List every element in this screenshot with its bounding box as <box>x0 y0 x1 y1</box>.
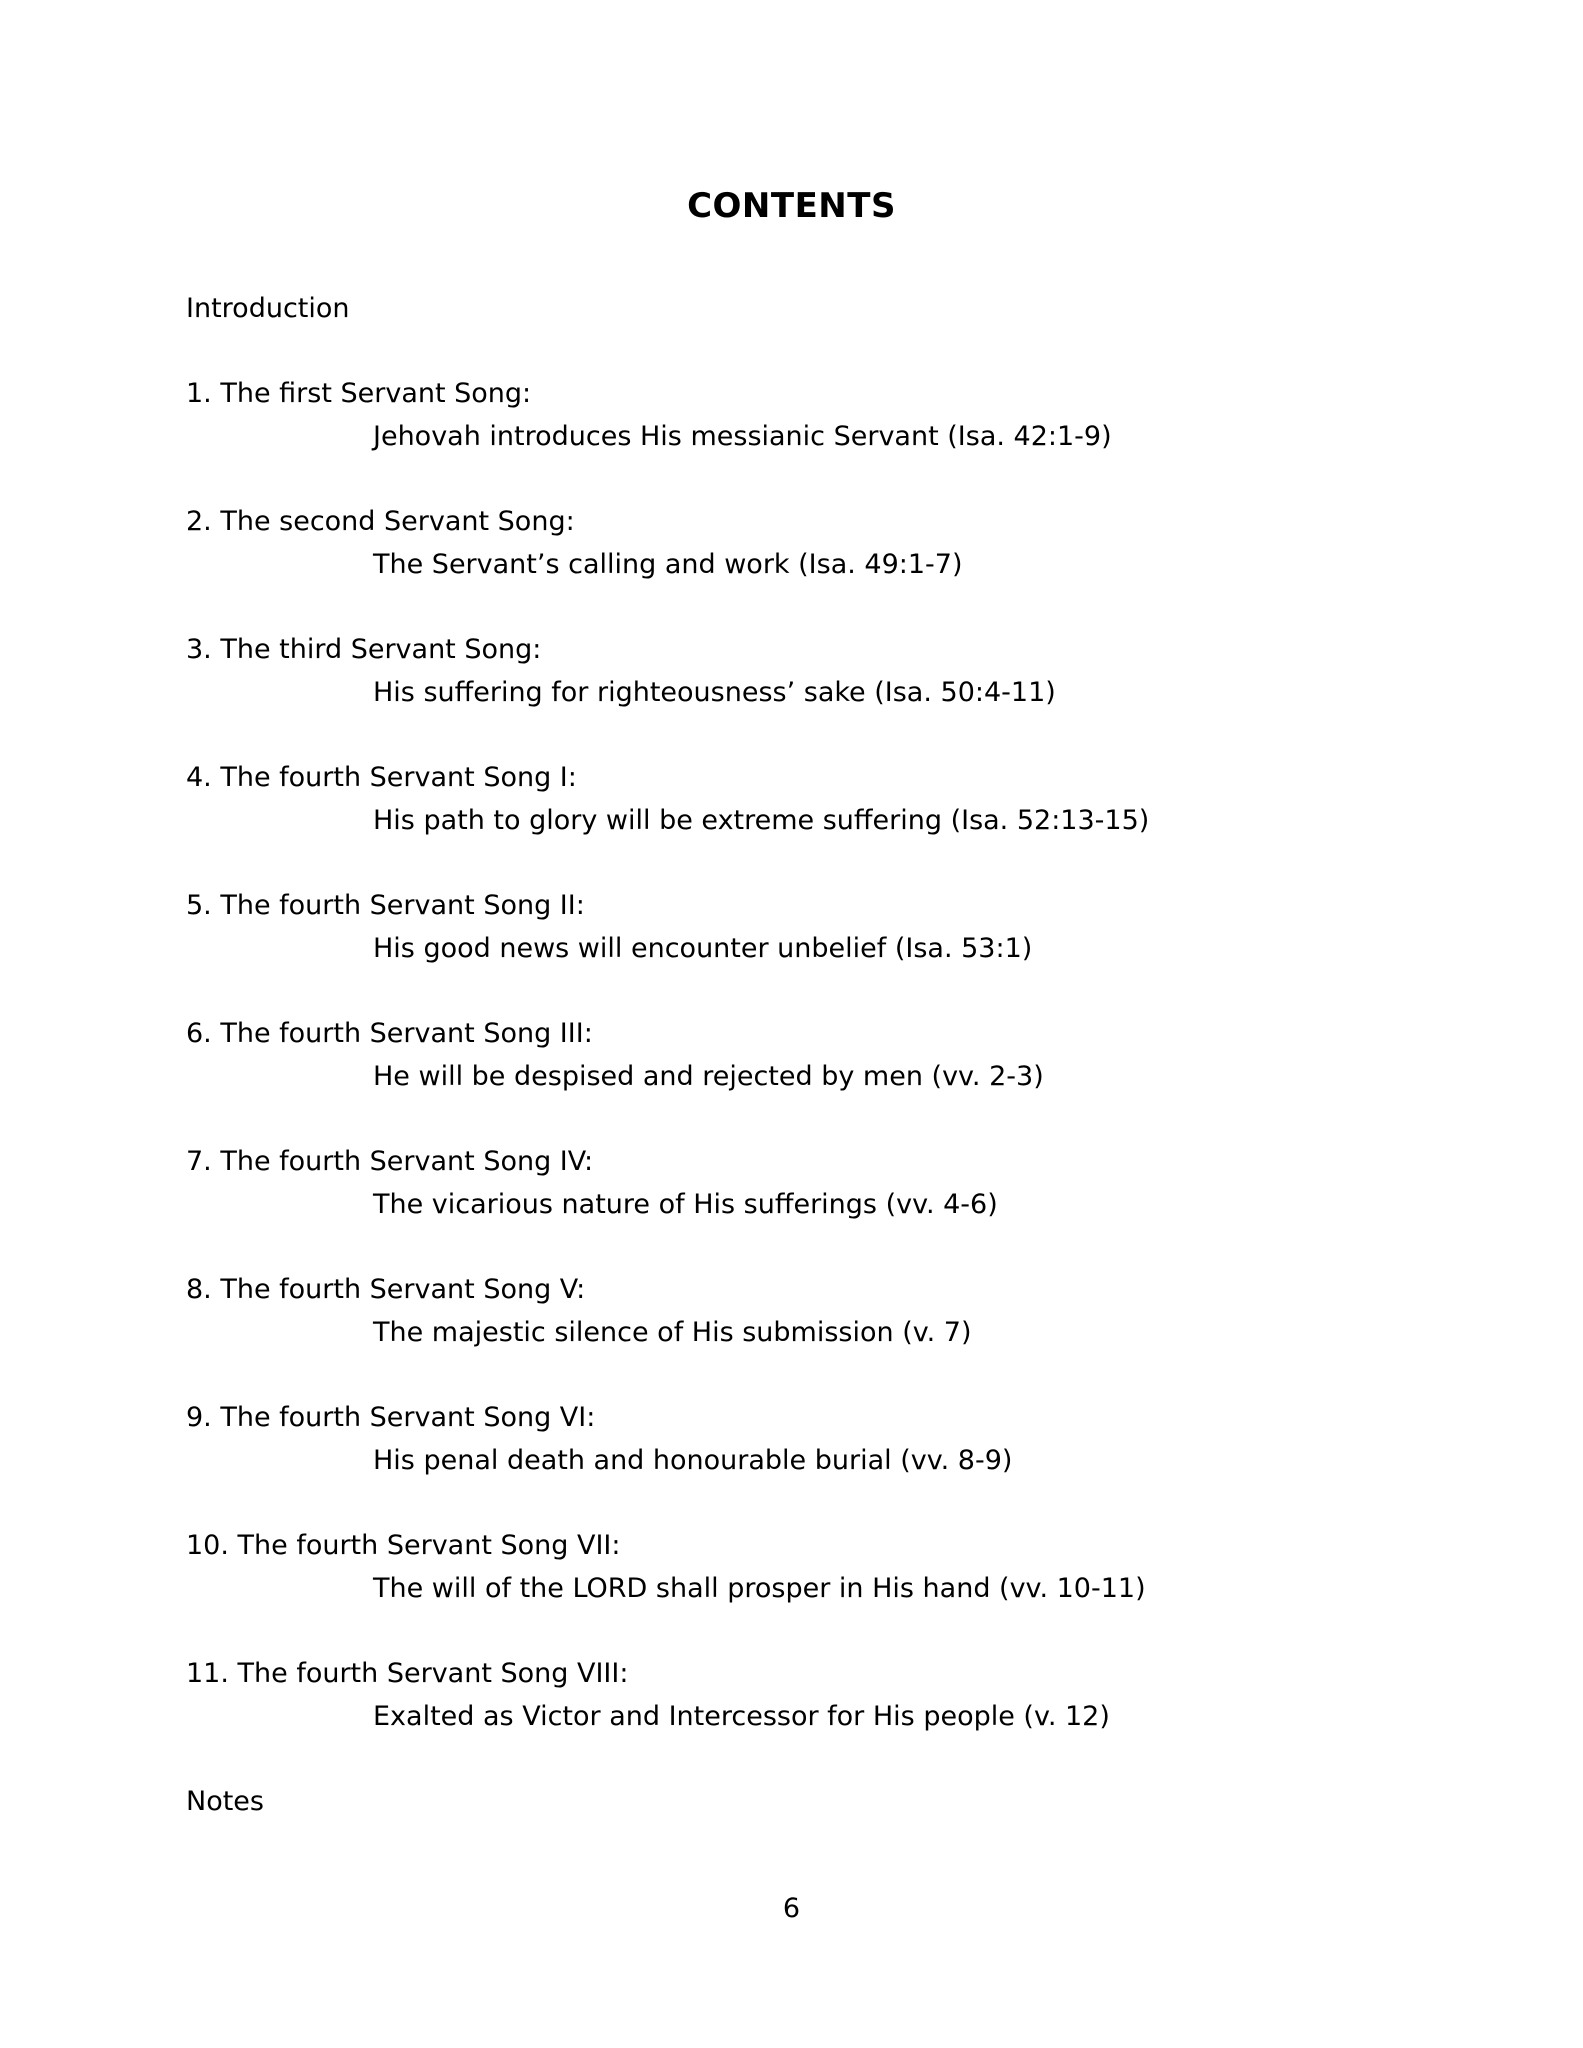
page-title: CONTENTS <box>687 186 896 226</box>
toc-notes: Notes <box>186 1786 264 1817</box>
toc-entry-11-heading: 11. The fourth Servant Song VIII: <box>186 1658 629 1689</box>
toc-introduction: Introduction <box>186 293 350 324</box>
toc-entry-1-heading: 1. The first Servant Song: <box>186 378 532 409</box>
toc-entry-7-subtitle: The vicarious nature of His sufferings (vv. 4-6) <box>373 1189 998 1220</box>
toc-entry-6-subtitle: He will be despised and rejected by men (vv. 2-3) <box>373 1061 1044 1092</box>
toc-entry-7-heading: 7. The fourth Servant Song IV: <box>186 1146 594 1177</box>
toc-entry-4-subtitle: His path to glory will be extreme suffering (Isa. 52:13-15) <box>373 805 1150 836</box>
toc-entry-11-subtitle: Exalted as Victor and Intercessor for His people (v. 12) <box>373 1701 1110 1732</box>
toc-entry-8-heading: 8. The fourth Servant Song V: <box>186 1274 586 1305</box>
toc-entry-10-subtitle: The will of the LORD shall prosper in His hand (vv. 10-11) <box>373 1573 1146 1604</box>
toc-entry-4-heading: 4. The fourth Servant Song I: <box>186 762 577 793</box>
toc-entry-1-subtitle: Jehovah introduces His messianic Servant (Isa. 42:1-9) <box>373 421 1112 452</box>
toc-entry-5-heading: 5. The fourth Servant Song II: <box>186 890 585 921</box>
toc-entry-3-heading: 3. The third Servant Song: <box>186 634 542 665</box>
toc-entry-6-heading: 6. The fourth Servant Song III: <box>186 1018 593 1049</box>
toc-entry-2-heading: 2. The second Servant Song: <box>186 506 575 537</box>
toc-entry-2-subtitle: The Servant’s calling and work (Isa. 49:1-7) <box>373 549 963 580</box>
toc-entry-10-heading: 10. The fourth Servant Song VII: <box>186 1530 621 1561</box>
toc-entry-9-subtitle: His penal death and honourable burial (vv. 8-9) <box>373 1445 1013 1476</box>
toc-entry-8-subtitle: The majestic silence of His submission (v. 7) <box>373 1317 972 1348</box>
toc-entry-9-heading: 9. The fourth Servant Song VI: <box>186 1402 596 1433</box>
toc-entry-5-subtitle: His good news will encounter unbelief (Isa. 53:1) <box>373 933 1033 964</box>
toc-entry-3-subtitle: His suffering for righteousness’ sake (Isa. 50:4-11) <box>373 677 1056 708</box>
page-number: 6 <box>782 1893 801 1924</box>
